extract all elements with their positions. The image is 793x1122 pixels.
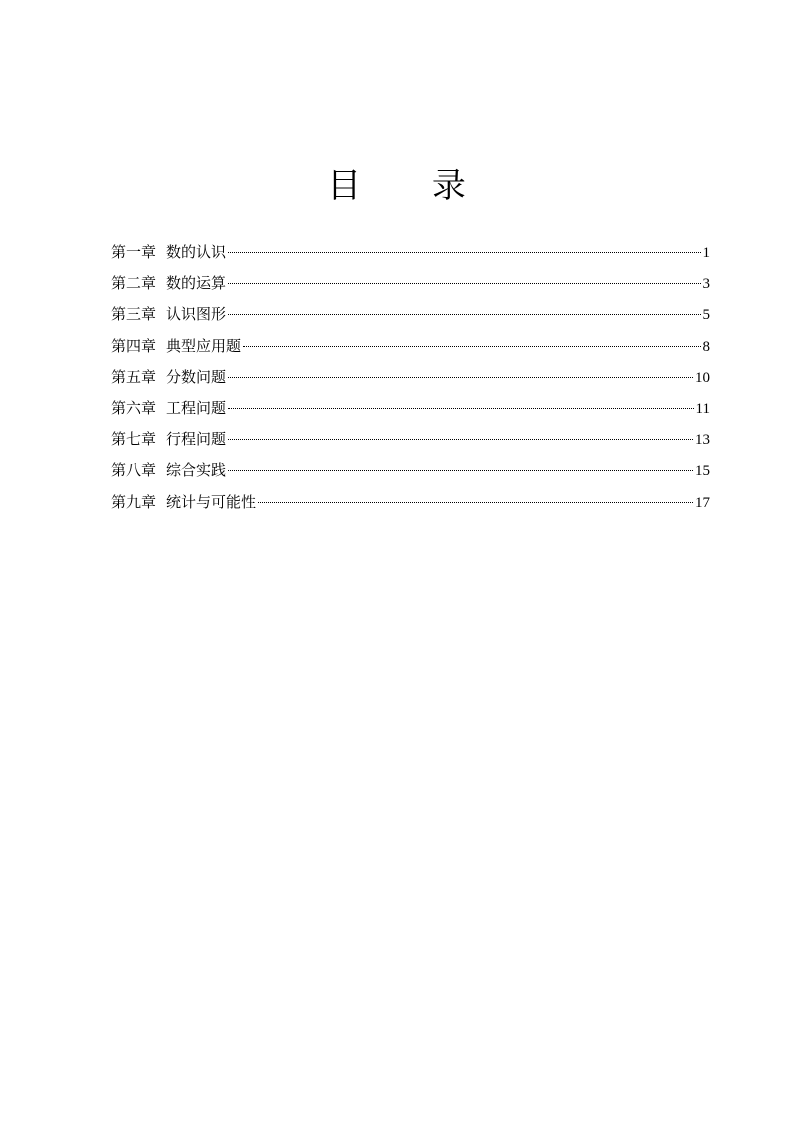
toc-dot-leader xyxy=(228,283,700,284)
toc-entry-4[interactable] xyxy=(111,334,710,365)
toc-page-number: 1 xyxy=(702,245,710,261)
toc-chapter-title: 数的运算 xyxy=(166,274,227,293)
toc-chapter-title: 分数问题 xyxy=(166,367,227,386)
toc-chapter-title: 典型应用题 xyxy=(166,336,242,355)
toc-chapter-number: 第一章 xyxy=(111,243,157,261)
toc-dot-leader xyxy=(228,470,693,471)
toc-page-number: 15 xyxy=(695,463,710,480)
toc-entry-8[interactable] xyxy=(111,458,710,489)
toc-page-number: 11 xyxy=(695,400,710,417)
toc-chapter-title: 数的认识 xyxy=(166,243,227,261)
toc-dot-leader xyxy=(228,439,693,440)
toc-page-number: 8 xyxy=(702,338,710,355)
toc-dot-leader xyxy=(228,314,700,315)
toc-dot-leader xyxy=(243,346,700,347)
toc-entry-7[interactable] xyxy=(111,427,710,458)
toc-page-number: 5 xyxy=(702,307,710,324)
toc-dot-leader xyxy=(258,502,693,503)
toc-chapter-number: 第三章 xyxy=(111,305,157,324)
toc-entry-5[interactable] xyxy=(111,365,710,396)
toc-entry-6[interactable] xyxy=(111,396,710,427)
toc-chapter-number: 第四章 xyxy=(111,336,157,355)
toc-entry-9[interactable] xyxy=(111,490,710,521)
toc-chapter-number: 第六章 xyxy=(111,398,157,417)
toc-chapter-title: 统计与可能性 xyxy=(166,492,257,511)
toc-chapter-number: 第二章 xyxy=(111,274,157,293)
toc-page-number: 17 xyxy=(695,494,710,511)
toc-dot-leader xyxy=(228,408,694,409)
toc-dot-leader xyxy=(228,377,693,378)
toc-chapter-number: 第七章 xyxy=(111,430,157,449)
toc-chapter-number: 第八章 xyxy=(111,461,157,480)
toc-page-number: 3 xyxy=(702,276,710,293)
toc-page-number: 10 xyxy=(695,369,710,386)
toc-entry-2[interactable] xyxy=(111,271,710,302)
toc-chapter-title: 工程问题 xyxy=(166,398,227,417)
toc-chapter-title: 综合实践 xyxy=(166,461,227,480)
toc-chapter-number: 第九章 xyxy=(111,492,157,511)
toc-page-number: 13 xyxy=(695,432,710,449)
page-title: 目 录 xyxy=(327,166,496,206)
toc-entry-3[interactable] xyxy=(111,302,710,333)
table-of-contents xyxy=(111,240,710,521)
toc-dot-leader xyxy=(228,252,700,253)
toc-chapter-title: 行程问题 xyxy=(166,430,227,449)
toc-chapter-title: 认识图形 xyxy=(166,305,227,324)
toc-chapter-number: 第五章 xyxy=(111,367,157,386)
toc-entry-1[interactable] xyxy=(111,240,710,271)
